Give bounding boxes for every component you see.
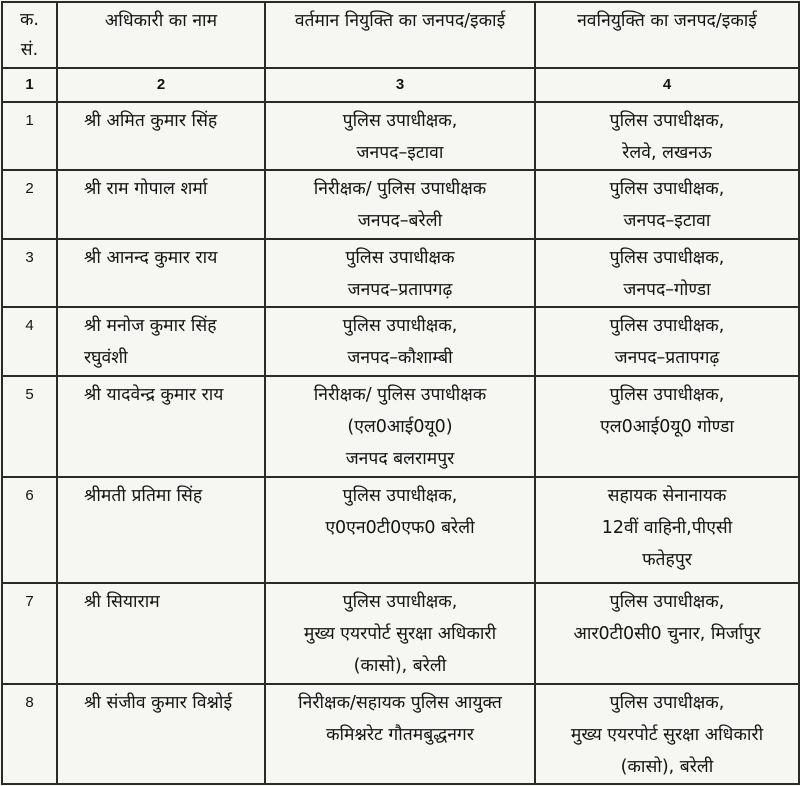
table-row: [2, 239, 799, 307]
header-serial: [2, 2, 57, 68]
new-posting: पुलिस उपाधीक्षक, जनपद–इटावा: [535, 170, 799, 239]
current-posting: पुलिस उपाधीक्षक, जनपद–इटावा: [265, 102, 535, 170]
new-posting: पुलिस उपाधीक्षक, आर0टी0सी0 चुनार, मिर्जापुर: [535, 583, 799, 684]
new-posting: पुलिस उपाधीक्षक, जनपद–गोण्डा: [535, 239, 799, 307]
officer-name: श्रीमती प्रतिमा सिंह: [57, 477, 265, 583]
officer-name: श्री आनन्द कुमार राय: [57, 239, 265, 307]
header-current-label: वर्तमान नियुक्ति का जनपद/इकाई: [294, 11, 506, 31]
serial-number: 7: [2, 583, 57, 684]
table-row: [2, 583, 799, 684]
current-posting: निरीक्षक/सहायक पुलिस आयुक्त कमिश्नरेट गौतमबुद्धनगर: [265, 684, 535, 784]
column-number: 2: [57, 68, 265, 102]
current-posting: निरीक्षक/ पुलिस उपाधीक्षक (एल0आई0यू0) जनपद बलरामपुर: [265, 376, 535, 477]
new-posting: पुलिस उपाधीक्षक, मुख्य एयरपोर्ट सुरक्षा अधिकारी (कासो), बरेली: [535, 684, 799, 784]
new-posting: पुलिस उपाधीक्षक, रेलवे, लखनऊ: [535, 102, 799, 170]
serial-number: 8: [2, 684, 57, 784]
column-number: 3: [265, 68, 535, 102]
table-row: [2, 684, 799, 784]
officer-name: श्री राम गोपाल शर्मा: [57, 170, 265, 239]
current-posting: निरीक्षक/ पुलिस उपाधीक्षक जनपद–बरेली: [265, 170, 535, 239]
officer-name: श्री मनोज कुमार सिंह रघुवंशी: [57, 307, 265, 376]
serial-number: 2: [2, 170, 57, 239]
officer-name: श्री संजीव कुमार विश्नोई: [57, 684, 265, 784]
header-new-label: नवनियुक्ति का जनपद/इकाई: [577, 11, 757, 31]
serial-number: 1: [2, 102, 57, 170]
new-posting: पुलिस उपाधीक्षक, जनपद–प्रतापगढ़: [535, 307, 799, 376]
current-posting: पुलिस उपाधीक्षक, ए0एन0टी0एफ0 बरेली: [265, 477, 535, 583]
officer-name: श्री अमित कुमार सिंह: [57, 102, 265, 170]
serial-number: 5: [2, 376, 57, 477]
current-posting: पुलिस उपाधीक्षक जनपद–प्रतापगढ़: [265, 239, 535, 307]
header-current-posting: [265, 2, 535, 68]
transfer-table: [1, 1, 800, 785]
header-row: [2, 2, 799, 68]
serial-number: 3: [2, 239, 57, 307]
column-number: 1: [2, 68, 57, 102]
new-posting: पुलिस उपाधीक्षक, एल0आई0यू0 गोण्डा: [535, 376, 799, 477]
table-row: [2, 477, 799, 583]
current-posting: पुलिस उपाधीक्षक, मुख्य एयरपोर्ट सुरक्षा अधिकारी (कासो), बरेली: [265, 583, 535, 684]
table-row: [2, 102, 799, 170]
column-number: 4: [535, 68, 799, 102]
table-row: [2, 376, 799, 477]
current-posting: पुलिस उपाधीक्षक, जनपद–कौशाम्बी: [265, 307, 535, 376]
serial-number: 6: [2, 477, 57, 583]
header-name: [57, 2, 265, 68]
header-new-posting: [535, 2, 799, 68]
column-number-row: [2, 68, 799, 102]
serial-number: 4: [2, 307, 57, 376]
table-row: [2, 307, 799, 376]
officer-name: श्री यादवेन्द्र कुमार राय: [57, 376, 265, 477]
officer-name: श्री सियाराम: [57, 583, 265, 684]
header-name-label: अधिकारी का नाम: [104, 11, 218, 31]
header-serial-label: क. सं.: [19, 10, 39, 60]
table-row: [2, 170, 799, 239]
new-posting: सहायक सेनानायक 12वीं वाहिनी,पीएसी फतेहपुर: [535, 477, 799, 583]
